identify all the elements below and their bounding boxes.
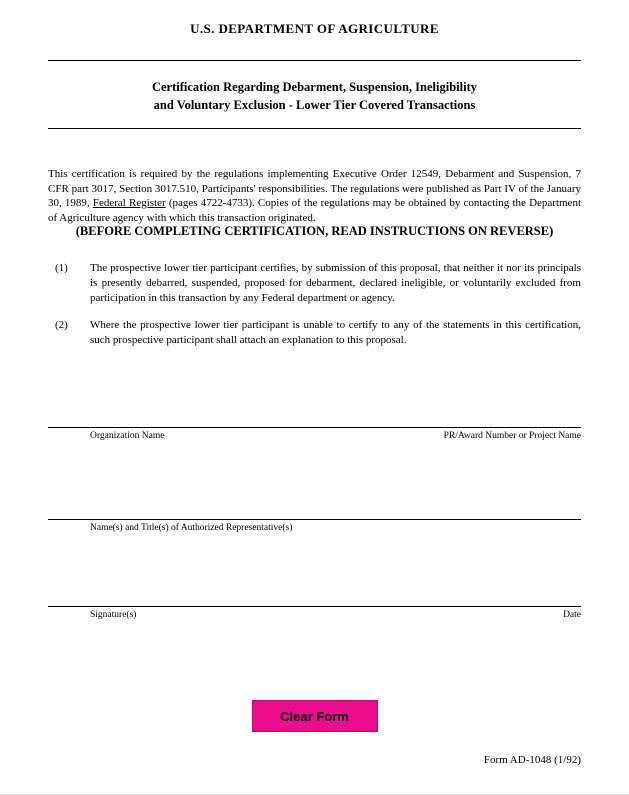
certification-item-2 [48,318,581,348]
signature-label: Signature(s) [90,610,137,620]
representative-name-title-field[interactable] [48,487,581,519]
form-number: Form AD-1048 (1/92) [483,754,581,766]
item-1-number: (1) [55,262,68,274]
date-field[interactable] [315,574,582,606]
clear-form-button[interactable]: Clear Form [252,700,378,732]
department-title: U.S. DEPARTMENT OF AGRICULTURE [190,21,439,36]
federal-register-reference: Federal Register [92,197,166,209]
item-2-number: (2) [55,319,68,331]
signature-field[interactable] [48,574,315,606]
organization-label-row [48,430,581,442]
item-1-text: The prospective lower tier participant certifies, by submission of this proposal, that neither it nor its principals is presently debarred, suspended, proposed for debarment, declared ineligible, or voluntarily excluded from participation in this transaction by any Federal department or agency. [90,262,581,304]
title-divider [48,128,581,129]
top-divider [48,60,581,61]
signature-field-row [48,574,581,607]
item-2-text: Where the prospective lower tier participant is unable to certify to any of the statements in this certification, such prospective participant shall attach an explanation to this proposal. [90,319,581,346]
intro-text-start: This certification is required by the regulations implementing Executive Order 12549, Debarment and Suspension, 7 CFR part 3017, Section 3017.510, Participants' responsibilities. The regulations were published as Part IV of the January 30, 1989, [48,168,581,209]
form-title-line1: Certification Regarding Debarment, Suspension, Ineligibility [151,80,477,94]
representative-field-row [48,487,581,520]
form-title [0,78,629,114]
organization-name-label: Organization Name [90,431,165,441]
signature-label-row [48,609,581,621]
certification-item-1 [48,261,581,305]
form-title-line2: and Voluntary Exclusion - Lower Tier Covered Transactions [153,98,476,112]
representative-name-title-label: Name(s) and Title(s) of Authorized Representative(s) [90,523,293,533]
representative-label-row [48,522,581,534]
intro-paragraph [48,167,581,225]
instruction-heading: (BEFORE COMPLETING CERTIFICATION, READ INSTRUCTIONS ON REVERSE) [75,224,554,238]
intro-text-end: (pages 4722-4733). Copies of the regulations may be obtained by contacting the Department of Agriculture agency with which this transaction originated. [48,197,581,224]
date-label: Date [563,610,581,620]
pr-award-number-field[interactable] [315,395,582,427]
pr-award-number-label: PR/Award Number or Project Name [443,431,581,441]
organization-field-row [48,395,581,428]
organization-name-field[interactable] [48,395,315,427]
